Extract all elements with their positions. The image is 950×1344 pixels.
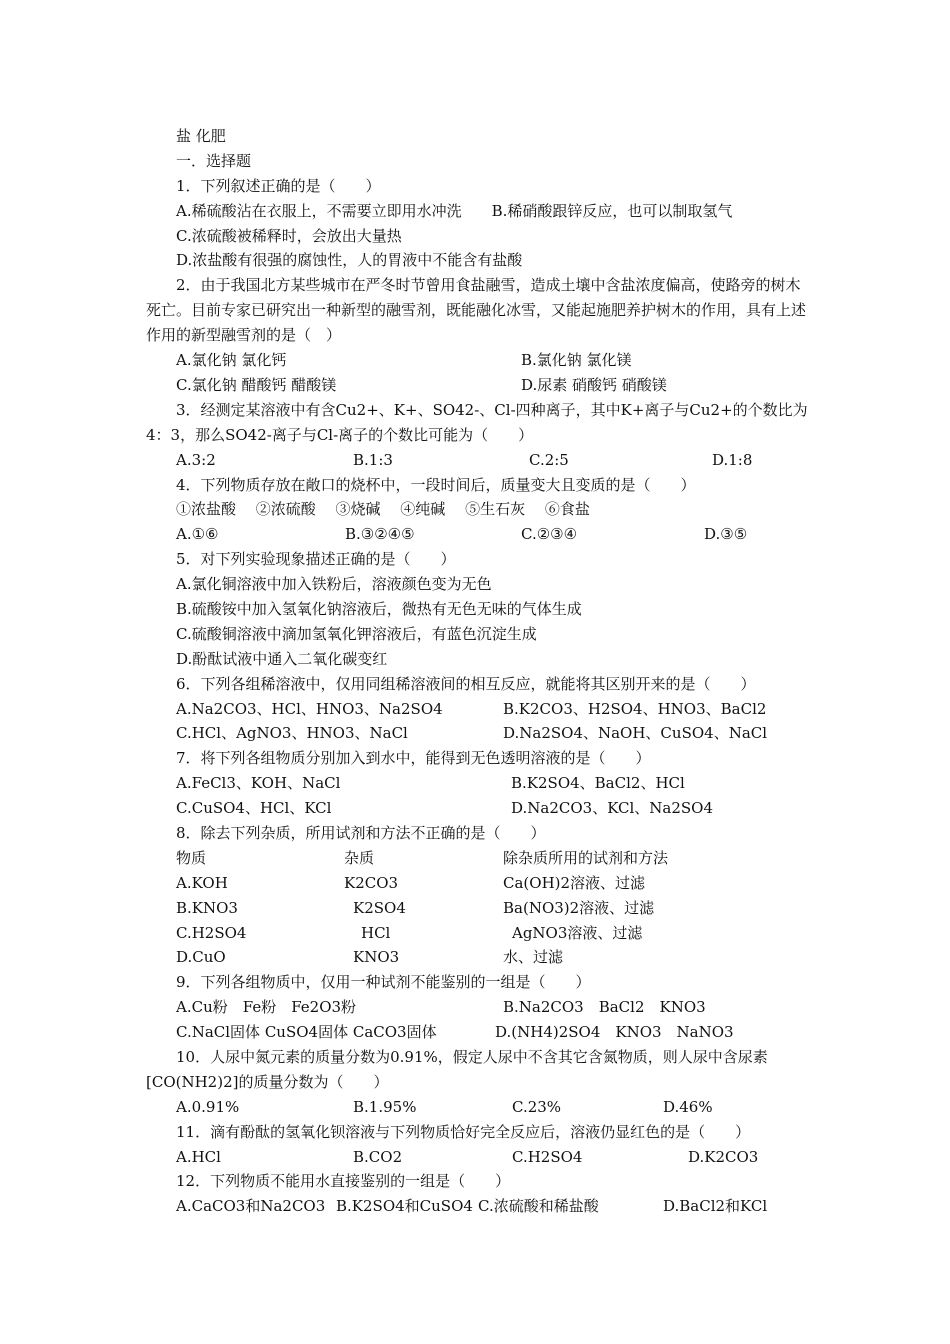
question-9-option-b: B.Na2CO3 BaCl2 KNO3 [503,998,706,1017]
question-6-option-c: C.HCl、AgNO3、HNO3、NaCl [176,724,408,743]
question-10-option-a: A.0.91% [176,1097,240,1116]
table-row [146,921,811,946]
question-10-option-b: B.1.95% [353,1097,417,1116]
table-cell-impurity: K2SO4 [353,898,406,917]
question-5-option-a: A.氯化铜溶液中加入铁粉后，溶液颜色变为无色 [176,575,492,594]
table-cell-substance: B.KNO3 [176,898,238,917]
question-1-stem: 1．下列叙述正确的是（ ） [176,176,381,195]
question-5-option-c: C.硫酸铜溶液中滴加氢氧化钾溶液后，有蓝色沉淀生成 [176,624,537,643]
question-9-option-d: D.(NH4)2SO4 KNO3 NaNO3 [495,1023,734,1042]
question-4-option-d: D.③⑤ [704,525,748,544]
question-12-stem: 12．下列物质不能用水直接鉴别的一组是（ ） [176,1172,511,1191]
question-7-option-c: C.CuSO4、HCl、KCl [176,799,332,818]
table-cell-substance: C.H2SO4 [176,923,247,942]
question-6-options-row1 [146,697,811,722]
question-1-options-ab: A.稀硫酸沾在衣服上，不需要立即用水冲洗 B.稀硝酸跟锌反应，也可以制取氢气 [176,201,733,220]
question-4-items: ①浓盐酸 ②浓硫酸 ③烧碱 ④纯碱 ⑤生石灰 ⑥食盐 [176,500,590,519]
table-cell-method: Ba(NO3)2溶液、过滤 [503,898,655,917]
question-3-option-a: A.3:2 [176,450,216,469]
question-8-stem: 8．除去下列杂质，所用试剂和方法不正确的是（ ） [176,823,546,842]
table-cell-substance: A.KOH [176,873,228,892]
question-7-options-row2 [146,796,811,821]
document-body [146,124,811,1219]
table-cell-method: AgNO3溶液、过滤 [512,923,643,942]
question-2-options-row1 [146,348,811,373]
question-8-table-header [146,846,811,871]
question-9-stem: 9．下列各组物质中，仅用一种试剂不能鉴别的一组是（ ） [176,973,591,992]
table-row [146,945,811,970]
question-3-option-c: C.2:5 [529,450,569,469]
table-row [146,896,811,921]
table-cell-impurity: HCl [361,923,391,942]
question-7-option-a: A.FeCl3、KOH、NaCl [176,774,341,793]
question-10-option-d: D.46% [663,1097,713,1116]
question-2-options-row2 [146,373,811,398]
question-2-option-d: D.尿素 硝酸钙 硝酸镁 [521,375,667,394]
question-2-stem: 2．由于我国北方某些城市在严冬时节曾用食盐融雪，造成土壤中含盐浓度偏高，使路旁的树木死亡。目前专家已研究出一种新型的融雪剂，既能融化冰雪，又能起施肥养护树木的作用，具有上述作用的新型融雪剂的是（ ） [146,276,807,345]
question-4-option-c: C.②③④ [521,525,578,544]
question-5-option-b: B.硫酸铵中加入氢氧化钠溶液后，微热有无色无味的气体生成 [176,599,582,618]
question-10-option-c: C.23% [512,1097,562,1116]
question-6-option-d: D.Na2SO4、NaOH、CuSO4、NaCl [503,724,768,743]
table-cell-method: Ca(OH)2溶液、过滤 [503,873,646,892]
table-header-impurity: 杂质 [344,848,375,867]
question-9-option-a: A.Cu粉 Fe粉 Fe2O3粉 [176,998,357,1017]
question-11-option-a: A.HCl [176,1147,221,1166]
question-10-options [146,1095,811,1120]
question-9-option-c: C.NaCl固体 CuSO4固体 CaCO3固体 [176,1023,437,1042]
question-11-option-d: D.K2CO3 [688,1147,759,1166]
question-7-option-d: D.Na2CO3、KCl、Na2SO4 [511,799,713,818]
question-7-stem: 7．将下列各组物质分别加入到水中，能得到无色透明溶液的是（ ） [176,749,651,768]
question-6-option-a: A.Na2CO3、HCl、HNO3、Na2SO4 [176,699,443,718]
question-9-options-row1 [146,995,811,1020]
section-heading: 一．选择题 [176,151,252,170]
question-11-option-c: C.H2SO4 [512,1147,583,1166]
question-1-option-d: D.浓盐酸有很强的腐蚀性，人的胃液中不能含有盐酸 [176,251,523,270]
question-7-option-b: B.K2SO4、BaCl2、HCl [511,774,685,793]
question-12-option-d: D.BaCl2和KCl [663,1197,768,1216]
question-3-stem: 3．经测定某溶液中有含Cu2+、K+、SO42-、Cl-四种离子，其中K+离子与Cu2+的个数比为4：3，那么SO42-离子与Cl-离子的个数比可能为（ ） [146,400,808,444]
question-4-option-b: B.③②④⑤ [345,525,415,544]
question-3-option-d: D.1:8 [712,450,753,469]
question-5-stem: 5．对下列实验现象描述正确的是（ ） [176,550,456,569]
question-6-stem: 6．下列各组稀溶液中，仅用同组稀溶液间的相互反应，就能将其区别开来的是（ ） [176,674,756,693]
table-row [146,871,811,896]
question-10-stem: 10．人尿中氮元素的质量分数为0.91%，假定人尿中不含其它含氮物质，则人尿中含尿素[CO(NH2)2]的质量分数为（ ） [146,1047,768,1091]
question-2-option-c: C.氯化钠 醋酸钙 醋酸镁 [176,375,337,394]
table-header-method: 除杂质所用的试剂和方法 [503,848,669,867]
question-3-option-b: B.1:3 [353,450,393,469]
question-6-option-b: B.K2CO3、H2SO4、HNO3、BaCl2 [503,699,767,718]
question-12-option-b: B.K2SO4和CuSO4 [336,1197,473,1216]
table-cell-impurity: KNO3 [353,948,400,967]
table-header-substance: 物质 [176,848,207,867]
table-cell-substance: D.CuO [176,948,226,967]
question-9-options-row2 [146,1020,811,1045]
question-6-options-row2 [146,721,811,746]
question-4-stem: 4．下列物质存放在敞口的烧杯中，一段时间后，质量变大且变质的是（ ） [176,475,696,494]
question-7-options-row1 [146,771,811,796]
table-cell-impurity: K2CO3 [344,873,399,892]
question-4-options [146,522,811,547]
question-11-stem: 11．滴有酚酞的氢氧化钡溶液与下列物质恰好完全反应后，溶液仍显红色的是（ ） [176,1122,751,1141]
document-title: 盐 化肥 [176,127,226,145]
question-1-option-c: C.浓硫酸被稀释时，会放出大量热 [176,226,402,245]
question-3-options [146,448,811,473]
question-12-option-a: A.CaCO3和Na2CO3 [176,1197,326,1216]
question-2-option-b: B.氯化钠 氯化镁 [521,351,632,370]
question-11-option-b: B.CO2 [353,1147,403,1166]
question-2-option-a: A.氯化钠 氯化钙 [176,351,287,370]
table-cell-method: 水、过滤 [503,948,564,967]
question-12-options [146,1194,811,1219]
question-4-option-a: A.①⑥ [176,525,219,544]
question-12-option-c: C.浓硫酸和稀盐酸 [478,1197,599,1216]
question-11-options [146,1145,811,1170]
question-5-option-d: D.酚酞试液中通入二氧化碳变红 [176,649,388,668]
